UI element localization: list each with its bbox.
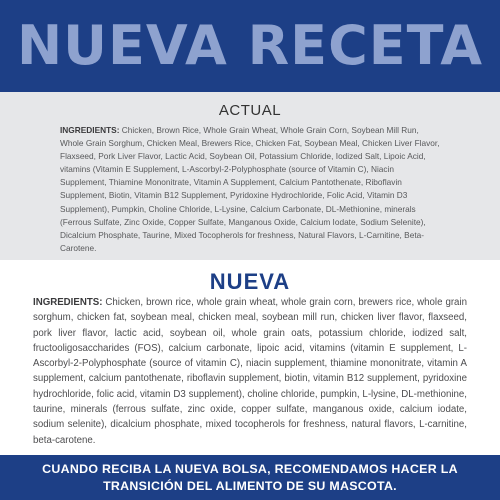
actual-ingredients (60, 124, 442, 255)
actual-ingredients-label: INGREDIENTS: (60, 125, 120, 135)
nueva-ingredients-text: Chicken, brown rice, whole grain wheat, whole grain corn, brewers rice, whole grain sorghum, chicken fat, soybean meal, chicken meal, soybean mill run, chicken liver flavor, flaxseed, pork liver flavor, lactic acid, soybean oil, whole grain oats, potassium chloride, iodized salt, fructooligosaccharides (FOS), calcium carbonate, lipoic acid, vitamins (vitamin E supplement, L-Ascorbyl-2-Polyphosphate (source of vitamin C), niacin supplement, thiamine mononitrate, vitamin A supplement, calcium pantothenate, riboflavin supplement, biotin, vitamin B12 supplement, pyridoxine hydrochloride, folic acid, vitamin D3 supplement), choline chloride, pumpkin, L-lysine, DL-methionine, taurine, minerals (ferrous sulfate, zinc oxide, copper sulfate, manganous oxide, calcium iodate, sodium selenite), dicalcium phosphate, mixed tocopherols for freshness, natural flavors, L-carnitine, beta-carotene. (33, 297, 467, 446)
actual-ingredients-text: Chicken, Brown Rice, Whole Grain Wheat, Whole Grain Corn, Soybean Mill Run, Whole Grain Sorghum, Chicken Meal, Brewers Rice, Chicken Fat, Soybean Meal, Chicken Liver Flavor, Flaxseed, Pork Liver Flavor, Lactic Acid, Soybean Oil, Potassium Chloride, Iodized Salt, Lipoic Acid, vitamins (Vitamin E Supplement, L-Ascorbyl-2-Polyphosphate (source of Vitamin C), Niacin Supplement, Thiamine Mononitrate, Vitamin A Supplement, Calcium Pantothenate, Riboflavin Supplement, Biotin, Vitamin B12 Supplement, Pyridoxine Hydrochloride, Folic Acid, Vitamin D3 Supplement), Pumpkin, Choline Chloride, L-Lysine, Calcium Carbonate, DL-Methionine, minerals (Ferrous Sulfate, Zinc Oxide, Copper Sulfate, Manganous Oxide, Calcium Iodate, Sodium Selenite), Dicalcium Phosphate, Taurine, Mixed Tocopherols for freshness, Natural Flavors, L-Carnitine, Beta-Carotene. (60, 125, 440, 253)
footer-banner (0, 455, 500, 500)
nueva-heading: NUEVA (209, 269, 291, 294)
actual-section (0, 92, 500, 260)
header-banner (0, 0, 500, 92)
footer-message (15, 461, 485, 495)
actual-heading: ACTUAL (218, 102, 282, 119)
nueva-ingredients-label: INGREDIENTS: (33, 297, 103, 308)
nueva-ingredients (33, 295, 467, 448)
nueva-section (0, 260, 500, 455)
page-title: NUEVA RECETA (16, 14, 484, 77)
footer-line-1: CUANDO RECIBA LA NUEVA BOLSA, RECOMENDAMOS HACER LA (42, 461, 458, 476)
footer-line-2: TRANSICIÓN DEL ALIMENTO DE SU MASCOTA. (103, 478, 397, 493)
